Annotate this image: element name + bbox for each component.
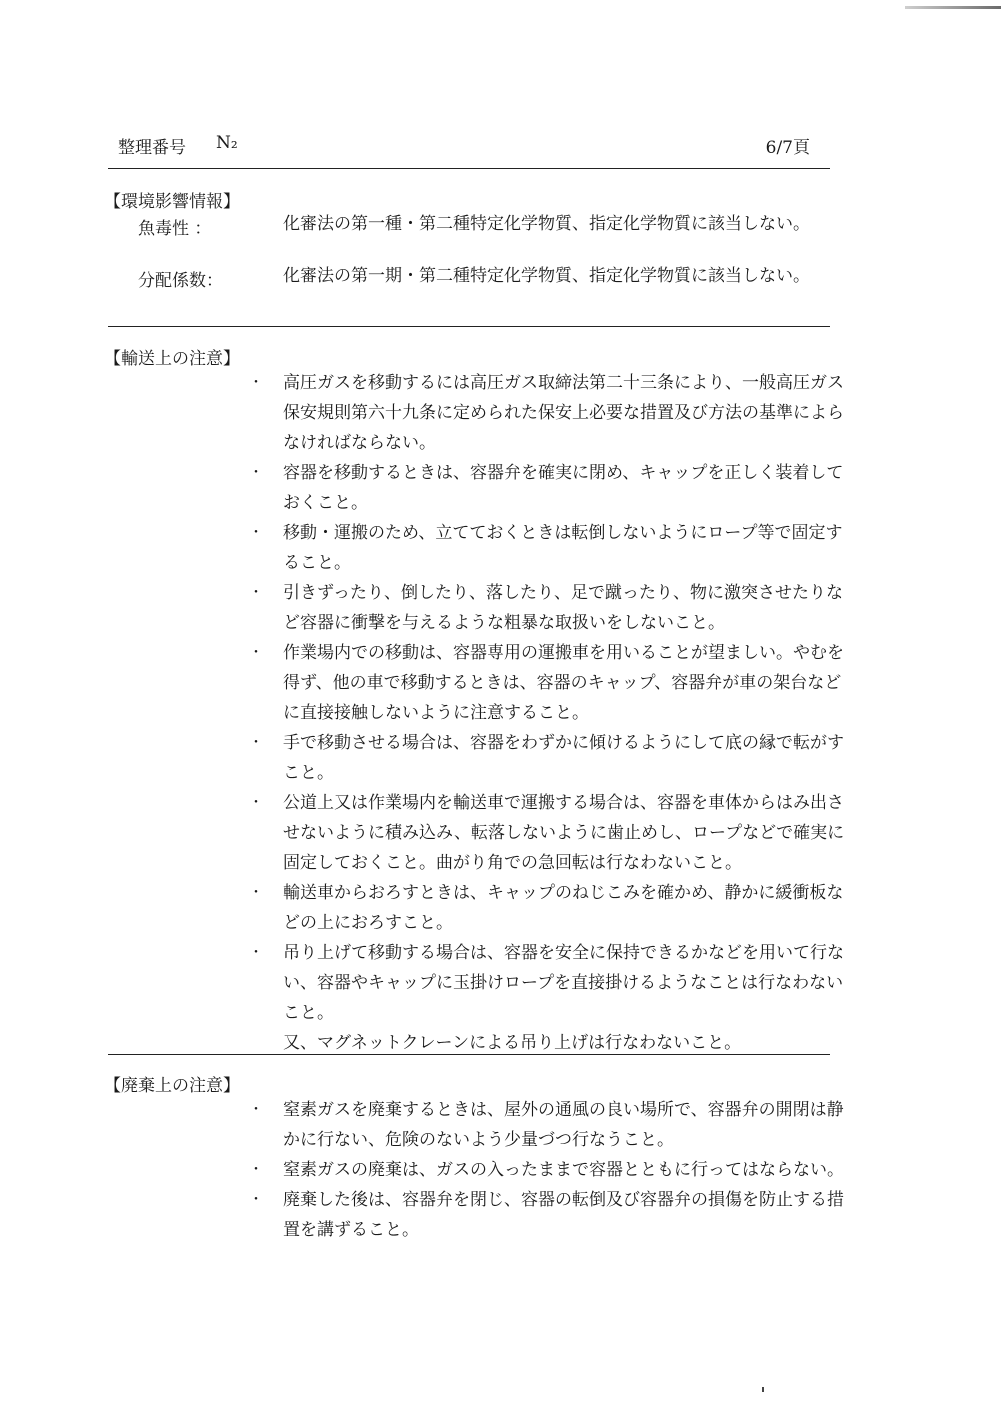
fish-toxicity-label: 魚毒性 ： (138, 219, 212, 239)
scan-artifact (762, 1387, 764, 1392)
bullet-dot: ・ (249, 465, 263, 481)
list-item: ・ 高圧ガスを移動するには高圧ガス取締法第二十三条により、一般高圧ガス保安規則第六十九条に定められた保安上必要な措置及び方法の基準によらなければならない。 (245, 368, 845, 458)
bullet-dot: ・ (249, 795, 263, 811)
list-item: ・ 吊り上げて移動する場合は、容器を安全に保持できるかなどを用いて行ない、容器やキャップに玉掛けロープを直接掛けるようなことは行なわないこと。 又、マグネットクレーンによる吊り上げは行なわないこと。 (245, 938, 845, 1058)
page-number: 6/7頁 (765, 138, 810, 158)
list-item: ・ 窒素ガスを廃棄するときは、屋外の通風の良い場所で、容器弁の開閉は静かに行ない、危険のないよう少量づつ行なうこと。 (245, 1095, 845, 1155)
transport-precautions-list (245, 368, 845, 1058)
bullet-dot: ・ (249, 1102, 263, 1118)
bullet-dot: ・ (249, 885, 263, 901)
partition-coefficient-label: 分配係数： (138, 271, 223, 291)
list-item: ・ 作業場内での移動は、容器専用の運搬車を用いることが望ましい。やむを得ず、他の車で移動するときは、容器のキャップ、容器弁が車の架台などに直接接触しないように注意すること。 (245, 638, 845, 728)
partition-coefficient-value: 化審法の第一期・第二種特定化学物質、指定化学物質に該当しない。 (283, 266, 810, 286)
bullet-dot: ・ (249, 645, 263, 661)
page-header (118, 133, 830, 159)
list-item: ・ 移動・運搬のため、立てておくときは転倒しないようにロープ等で固定すること。 (245, 518, 845, 578)
list-item: ・ 窒素ガスの廃棄は、ガスの入ったままで容器とともに行ってはならない。 (245, 1155, 845, 1185)
bullet-dot: ・ (249, 1192, 263, 1208)
divider (108, 1054, 830, 1055)
scan-edge-mark (905, 6, 1001, 9)
reference-number-label: 整理番号 (118, 138, 186, 158)
environment-section-title: 【環境影響情報】 (104, 192, 240, 212)
bullet-dot: ・ (249, 735, 263, 751)
list-item: ・ 容器を移動するときは、容器弁を確実に閉め、キャップを正しく装着しておくこと。 (245, 458, 845, 518)
divider (108, 326, 830, 327)
disposal-section-title: 【廃棄上の注意】 (104, 1076, 240, 1096)
bullet-dot: ・ (249, 375, 263, 391)
list-item: ・ 輸送車からおろすときは、キャップのねじこみを確かめ、静かに緩衝板などの上におろすこと。 (245, 878, 845, 938)
reference-number-value: N₂ (216, 133, 238, 153)
list-item: ・ 公道上又は作業場内を輸送車で運搬する場合は、容器を車体からはみ出させないように積み込み、転落しないように歯止めし、ロープなどで確実に固定しておくこと。曲がり角での急回転は行なわないこと。 (245, 788, 845, 878)
transport-note: 又、マグネットクレーンによる吊り上げは行なわないこと。 (283, 1033, 742, 1053)
bullet-dot: ・ (249, 585, 263, 601)
fish-toxicity-value: 化審法の第一種・第二種特定化学物質、指定化学物質に該当しない。 (283, 214, 810, 234)
divider (108, 168, 830, 169)
bullet-dot: ・ (249, 945, 263, 961)
disposal-precautions-list (245, 1095, 845, 1245)
list-item: ・ 廃棄した後は、容器弁を閉じ、容器の転倒及び容器弁の損傷を防止する措置を講ずること。 (245, 1185, 845, 1245)
list-item: ・ 引きずったり、倒したり、落したり、足で蹴ったり、物に激突させたりなど容器に衝撃を与えるような粗暴な取扱いをしないこと。 (245, 578, 845, 638)
list-item: ・ 手で移動させる場合は、容器をわずかに傾けるようにして底の縁で転がすこと。 (245, 728, 845, 788)
transport-section-title: 【輸送上の注意】 (104, 349, 240, 369)
bullet-dot: ・ (249, 525, 263, 541)
bullet-dot: ・ (249, 1162, 263, 1178)
